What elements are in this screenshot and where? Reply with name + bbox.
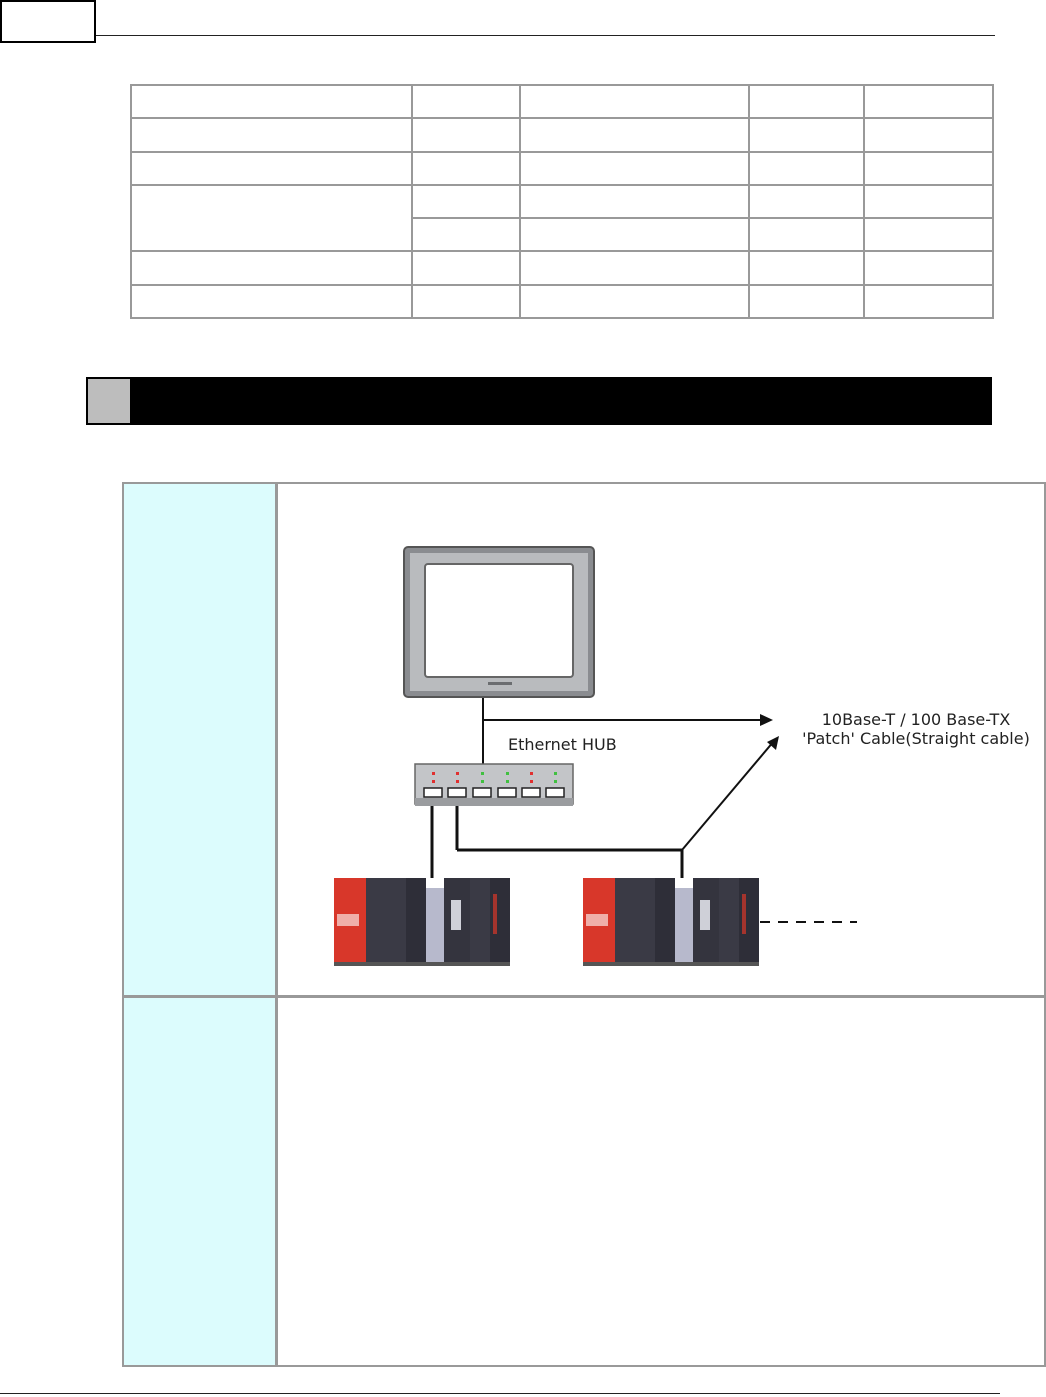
table-row [131, 251, 993, 284]
section-marker [88, 379, 130, 423]
page-number-box [0, 0, 96, 43]
network-diagram [279, 484, 1044, 995]
row-header-cell [124, 997, 278, 1365]
spec-table [130, 84, 994, 319]
section-heading-bar [86, 377, 992, 425]
row-header-cell [124, 484, 278, 997]
table-row [131, 152, 993, 185]
hmi-panel [404, 547, 594, 697]
plc-rack-1 [334, 878, 510, 966]
plc-rack-2 [583, 878, 759, 966]
arrow-heads [760, 714, 779, 750]
connection-table [122, 482, 1046, 1367]
cable-label-line1: 10Base-T / 100 Base-TX [821, 710, 1011, 729]
header-rule [96, 35, 995, 36]
ethernet-hub [415, 764, 573, 806]
table-row [131, 285, 993, 318]
footer-rule [0, 1393, 1000, 1394]
hub-label: Ethernet HUB [508, 735, 617, 754]
table-row [131, 185, 993, 218]
table-row [131, 118, 993, 151]
row-divider [124, 995, 1044, 998]
table-row [131, 85, 993, 118]
cable-label-line2: 'Patch' Cable(Straight cable) [802, 729, 1030, 748]
